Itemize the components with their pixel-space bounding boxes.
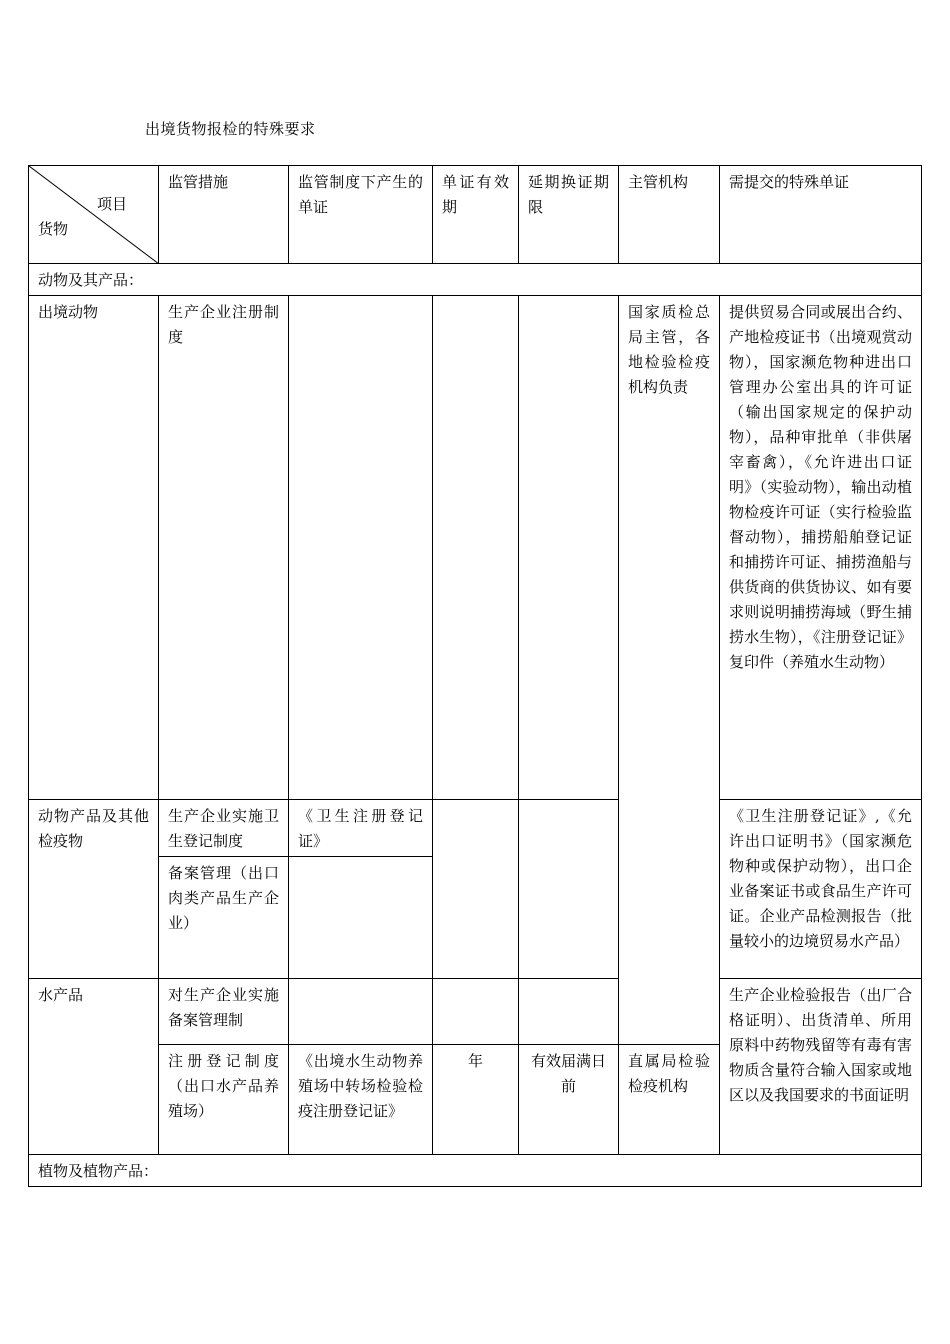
header-docs: 监管制度下产生的单证 [289, 166, 433, 264]
row-products-extension [519, 800, 619, 979]
row-products-special: 《卫生注册登记证》,《允许出口证明书》（国家濒危物种或保护动物），出口企业备案证书或食品生产许可证。企业产品检测报告（批量较小的边境贸易水产品） [720, 800, 922, 979]
row-products-docs-2 [289, 857, 433, 979]
section-plant-label: 植物及植物产品： [29, 1155, 922, 1187]
table-row [29, 296, 922, 800]
diagonal-line [29, 166, 159, 264]
row-aquatic-measure-2: 注册登记制度（出口水产品养殖场） [159, 1045, 289, 1155]
row-products-goods: 动物产品及其他检疫物 [29, 800, 159, 979]
header-item-label: 项目 [97, 195, 128, 213]
row-products-measure-2: 备案管理（出口肉类产品生产企业） [159, 857, 289, 979]
row-aquatic-validity-2: 年 [433, 1045, 519, 1155]
table-row [29, 979, 922, 1045]
section-row-animal [29, 264, 922, 296]
row-aquatic-extension-1 [519, 979, 619, 1045]
header-measure: 监管措施 [159, 166, 289, 264]
header-goods-label: 货物 [38, 220, 69, 238]
row-aquatic-measure-1: 对生产企业实施备案管理制 [159, 979, 289, 1045]
row-products-docs-1: 《卫生注册登记证》 [289, 800, 433, 857]
row-aquatic-special: 生产企业检验报告（出厂合格证明）、出货清单、所用原料中药物残留等有毒有害物质含量符合输入国家或地区以及我国要求的书面证明 [720, 979, 922, 1155]
document-title: 出境货物报检的特殊要求 [145, 120, 316, 138]
row-products-measure-1: 生产企业实施卫生登记制度 [159, 800, 289, 857]
row-aquatic-validity-1 [433, 979, 519, 1045]
table-row [29, 800, 922, 857]
header-extension: 延期换证期限 [519, 166, 619, 264]
section-row-plant [29, 1155, 922, 1187]
row-animal-validity [433, 296, 519, 800]
row-animal-goods: 出境动物 [29, 296, 159, 800]
row-animal-measure: 生产企业注册制度 [159, 296, 289, 800]
header-validity: 单证有效期 [433, 166, 519, 264]
section-animal-label: 动物及其产品： [29, 264, 922, 296]
row-aquatic-docs-2: 《出境水生动物养殖场中转场检验检疫注册登记证》 [289, 1045, 433, 1155]
header-diagonal-cell [29, 166, 159, 264]
row-products-validity [433, 800, 519, 979]
row-animal-docs [289, 296, 433, 800]
row-aquatic-goods: 水产品 [29, 979, 159, 1155]
requirements-table [28, 165, 922, 1187]
header-special: 需提交的特殊单证 [720, 166, 922, 264]
header-row [29, 166, 922, 264]
authority-cell: 国家质检总局主管，各地检验检疫机构负责 [619, 296, 720, 1045]
header-authority: 主管机构 [619, 166, 720, 264]
row-animal-extension [519, 296, 619, 800]
row-aquatic-extension-2: 有效届满日前 [519, 1045, 619, 1155]
row-aquatic-docs-1 [289, 979, 433, 1045]
row-aquatic-authority-2: 直属局检验检疫机构 [619, 1045, 720, 1155]
row-animal-special: 提供贸易合同或展出合约、产地检疫证书（出境观赏动物），国家濒危物种进出口管理办公室出具的许可证（输出国家规定的保护动物），品种审批单（非供屠宰畜禽），《允许进出口证明》（实验动物），输出动植物检疫许可证（实行检验监督动物），捕捞船舶登记证和捕捞许可证、捕捞渔船与供货商的供货协议、如有要求则说明捕捞海域（野生捕捞水生物），《注册登记证》复印件（养殖水生动物） [720, 296, 922, 800]
